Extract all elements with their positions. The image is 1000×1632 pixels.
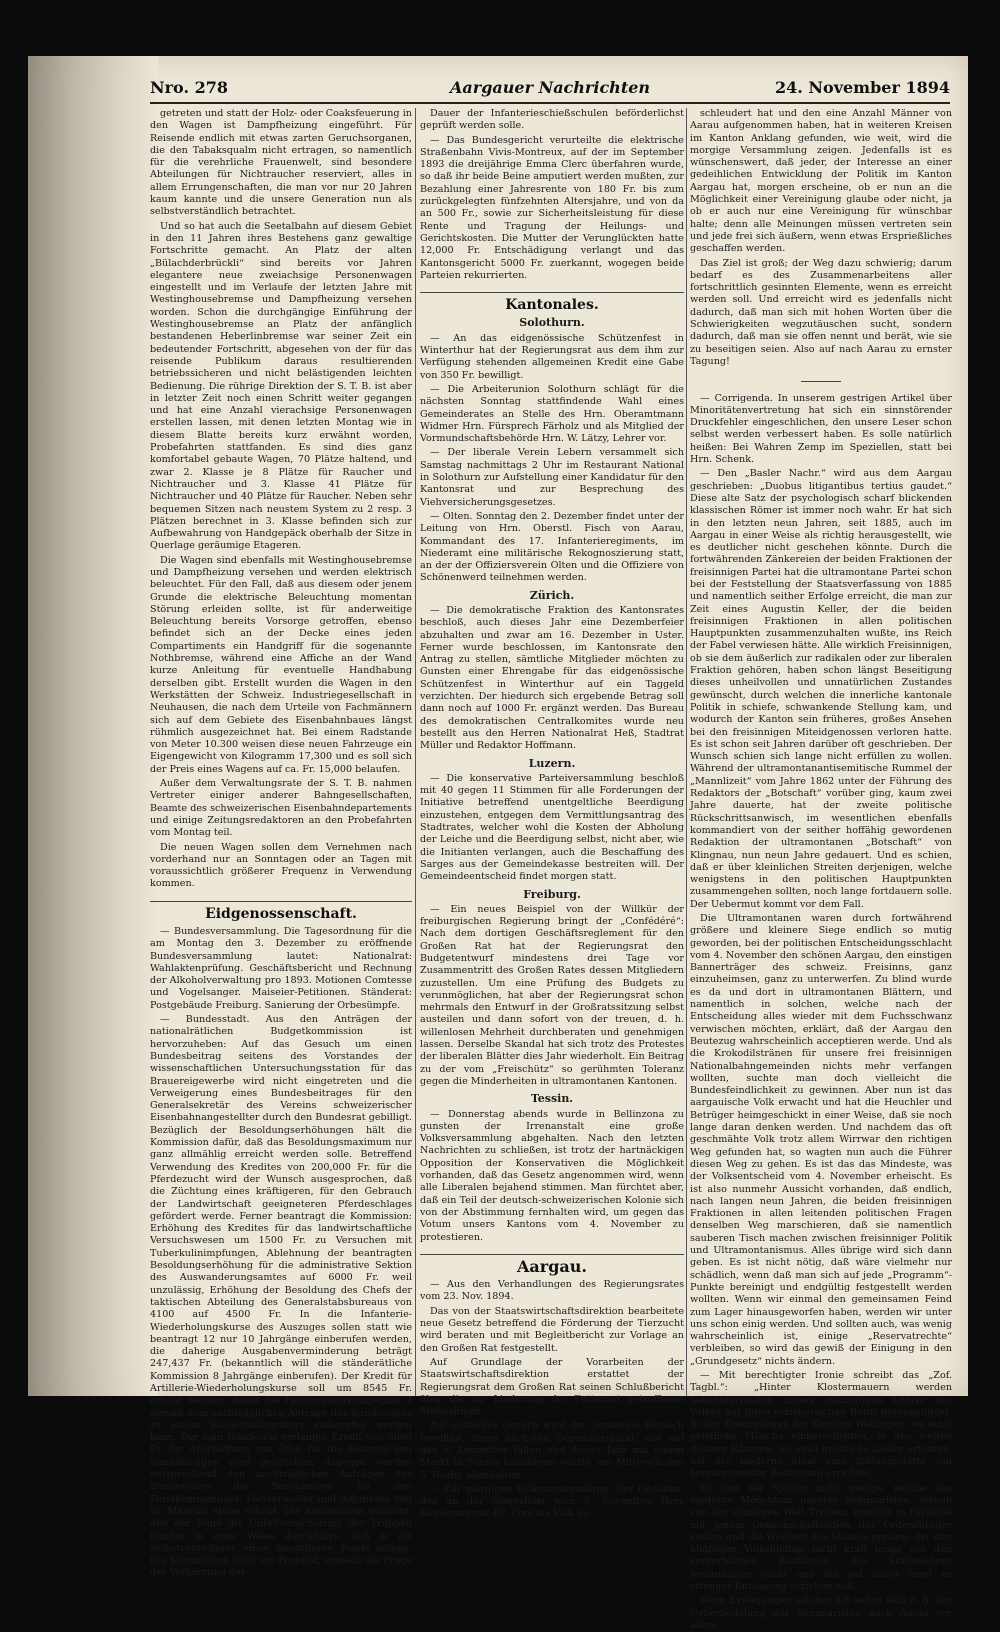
paragraph: — Mit berechtigter Ironie schreibt das „Zof. Tagbl.“: „Hinter Klostermauern werden bekanntermaßen unsere zukünftigen Lehrer des Volkes auf ihren erzieherischen Beruf herangebildet. In den Kreuzgängen des Klosters Wettingen, wo einst geistliche Mönche einherschritten, in den weiten düstern Räumen, wo einst geistliche Lieder ertönten, hat der moderne Staat eine Bildungsstätte von hervorragender Bedeutung errichtet. (690, 1369, 952, 1480)
column-2 (420, 108, 684, 1520)
paragraph: — Donnerstag abends wurde in Bellinzona zu gunsten der Irrenanstalt eine große Volksversammlung abgehalten. Nach den letzten Nachrichten zu schließen, ist trotz der hartnäckigen Opposition der Konservativen die Möglichkeit vorhanden, daß das Gesetz angenommen wird, wenn alle Liberalen bejahend stimmen. Man fürchtet aber, daß ein Teil der deutsch-schweizerischen Kolonie sich von der Abstimmung fernhalten wird, um gegen das Votum unsers Kantons vom 4. November zu protestieren. (420, 1108, 684, 1243)
issue-number: Nro. 278 (150, 78, 228, 97)
column-rule (686, 108, 687, 1396)
column-rule (415, 108, 416, 1396)
paragraph: Denn Erwägungen solcher Art sollen sich z. B. der Ueberfiedelung der Seminaristen nach Aarau vor allem (690, 1595, 952, 1631)
paragraph: Dauer der Infanterieschießschulen beförderlichst geprüft werden solle. (420, 108, 684, 132)
paragraph: Auf gestelltes Gesuch wird der Gemeinde Reinach bewilligt, ihren nächsten Dezembermarkt, der auf den 6. Dezember fallen und dieses Jahr mit einem Markt in Surses kollidieren würde, am Mittwoch den 5. Dezbr. abzuhalten. (420, 1420, 684, 1481)
paragraph: Die neuen Wagen sollen dem Vernehmen nach vorderhand nur an Sonntagen oder an Tagen mit voraussichtlich größerer Frequenz in Verwendung kommen. (150, 841, 412, 890)
paragraph: Und so hat auch die Seetalbahn auf diesem Gebiet in den 11 Jahren ihres Bestehens ganz gewaltige Fortschritte gemacht. An Platz der alten „Bülachderbrückli“ sind bereits vor Jahren elegantere neue zweiachsige Personenwagen eingestellt und im Verlaufe der letzten Jahre mit Westinghousebremse und Dampfheizung versehen worden. Schon die durchgängige Einführung der Westinghousebremse an Platz der anfänglich bestandenen Heberlinbremse war seiner Zeit ein bedeutender Fortschritt, abgesehen von der für das reisende Publikum daraus resultierenden betriebssicheren und nicht belästigenden leichten Bedienung. Die rührige Direktion der S. T. B. ist aber in letzter Zeit noch einen Schritt weiter gegangen und hat eine Anzahl vierachsige Personenwagen erstellen lassen, mit denen letzten Montag wie in diesem Blatte bereits kurz erwähnt worden, Probefahrten stattfanden. Es sind dies ganz komfortabel gebaute Wagen, 70 Plätze haltend, und zwar 2. Klasse je 8 Plätze für Raucher und Nichtraucher und 3. Klasse 41 Plätze für Nichtraucher und 40 Plätze für Raucher. Neben sehr bequemen Sitzen nach neustem System zu 2 resp. 3 Plätzen berechnet in 3. Klasse befinden sich zur Aufbewahrung von Handgepäck oberhalb der Sitze in Querlage geräumige Etageren. (150, 220, 412, 552)
section-heading: Aargau. (420, 1254, 684, 1273)
issue-date: 24. November 1894 (774, 78, 950, 97)
paragraph: — Die konservative Parteiversammlung beschloß mit 40 gegen 11 Stimmen für alle Forderungen der Initiative betreffend unentgeltliche Beerdigung einzustehen, entgegen dem Vermittlungsantrag des Stadtrates, welcher wohl die Kosten der Abholung der Leiche und die Beerdigung selbst, nicht aber, wie die Initianten verlangen, auch die Beschaffung des Sarges aus der Gemeindekasse bestreiten will. Der Gemeindeentscheid findet morgen statt. (420, 772, 684, 883)
masthead: Aargauer Nachrichten (449, 78, 651, 97)
paragraph: — Aus den Verhandlungen des Regierungsrates vom 23. Nov. 1894. (420, 1279, 684, 1303)
paragraph: — Bundesversammlung. Die Tagesordnung für die am Montag den 3. Dezember zu eröffnende Bundesversammlung lautet: Nationalrat: Wahlaktenprüfung. Geschäftsbericht und Rechnung der Alkoholverwaltung pro 1893. Motionen Comtesse und Vogelsanger. Maiseier-Petitionen. Ständerat: Postgebäude Freiburg. Sanierung der Orbesümpfe. (150, 926, 412, 1011)
paragraph: — Olten. Sonntag den 2. Dezember findet unter der Leitung von Hrn. Oberstl. Fisch von Aarau, Kommandant des 17. Infanterieregiments, im Niederamt eine militärische Rekognoszierung statt, an der der Offiziersverein Olten und die Offiziere von Schönenwerd teilnehmen werden. (420, 510, 684, 584)
column-3 (690, 108, 953, 1631)
paragraph: — Zur morgigen Volksversammlung. Der Gedanke, den an der Siegesfeier vom 5. November Herr Regierungsrat Dr. Frey ins Volk ge- (420, 1483, 684, 1520)
paragraph: Auf Grundlage der Vorarbeiten der Staatswirtschaftsdirektion erstattet der Regierungsrat dem Großen Rat seinen Schlußbericht über die zur Linderung der Futternot getroffenen Maßnahmen. (420, 1356, 684, 1418)
subheading: Zürich. (529, 588, 575, 602)
paragraph: — Den „Basler Nachr.“ wird aus dem Aargau geschrieben: „Duobus litigantibus tertius gaudet.“ Diese alte Satz der psychologisch scharf blickenden klassischen Römer ist immer noch wahr. Er hat sich in den letzten neun Jahren, seit 1885, auch im Aargau in einer Weise als richtig herausgestellt, wie es deutlicher nicht geschehen könnte. Durch die fortwährenden Zänkereien der beiden Fraktionen der freisinnigen Partei hat die ultramontane Partei schon bei der Feststellung der Staatsverfassung von 1885 und namentlich seither Erfolge erreicht, die man zur Zeit eines Augustin Keller, der die beiden freisinnigen Fraktionen in allen politischen Hauptpunkten zusammenzuhalten wußte, ins Reich der Fabel verwiesen hätte. Alle wirklich Freisinnigen, ob sie dem äußerlich zur radikalen oder zur liberalen Fraktion gehören, haben schon längst Beseitigung dieses unheilvollen und unnatürlichen Zustandes gewünscht, durch welchen die innerliche kantonale Politik in schiefe, schwankende Stellung kam, und wodurch der Kanton sein früheres, großes Ansehen bei den freisinnigen Miteidgenossen verloren hatte. Es ist schon seit Jahren darüber oft geschrieben. Der Wunsch schien sich lange nicht erfüllen zu wollen. Während der ultramontanantisemitische Rummel der „Mannlizeit“ vom Jahre 1862 unter der Führung des Redaktors der „Botschaft“ vorüber ging, kaum zwei Jahre dauerte, hat der zweite politische Rückschrittsanwisch, im wesentlichen ebenfalls kommandiert von der seither hoffähig gewordenen Redaktion der ultramontanen „Botschaft“ von Klingnau, nun neun Jahre gedauert. Und es schien, daß er über kleinlichen Streiten derjenigen, welche wenigstens in den politischen Hauptpunkten zusammengehen sollten, noch lange fortdauern solle. Der Uebermut kommt vor dem Fall. (690, 468, 953, 910)
paragraph: — Bundesstadt. Aus den Anträgen der nationalrätlichen Budgetkommission ist hervorzuheben: Auf das Gesuch um einen Bundesbeitrag seitens des Vorstandes der wissenschaftlichen Untersuchungsstation für das Brauereigewerbe wird nicht eingetreten und die Verweigerung eines Bundesbeitrages für den Generalsekretär des Vereins schweizerischer Eisenbahnangestellter durch den Bundesrat gebilligt. Bezüglich der Besoldungserhöhungen hält die Kommission dafür, daß das Besoldungsmaximum nur ganz allmählig erreicht werden solle. Betreffend Verwendung des Kredites von 200,000 Fr. für die Pferdezucht wird der Wunsch ausgesprochen, daß die Züchtung eines kräftigeren, für den Gebrauch der Landwirtschaft geeigneteren Pferdeschlages gefördert werde. Ferner beantragt die Kommission: Erhöhung des Kredites für das landwirtschaftliche Versuchswesen um 1500 Fr. zu Versuchen mit Tuberkulinimpfungen, Ablehnung der beantragten Besoldungserhöhung für die administrative Sektion des Auswanderungsamtes auf 6000 Fr. weil unzulässig, Erhöhung der Besoldung des Chefs der taktischen Abteilung des Generalstabsbureaus von 4100 auf 4500 Fr. In die Infanterie-Wiederholungskurse des Auszuges sollen statt wie beantragt 12 nur 10 Jahrgänge einberufen werden, die daherige Ausgabenverminderung beträgt 247,437 Fr. (bekanntlich will die ständerätliche Kommission 8 Jahrgänge einberufen). Der Kredit für Artillerie-Wiederholungskurse soll um 8545 Fr. erhöht werden, damit die Feuerwerkerkompagnie 2 gemäß dem nachträglichen Antrage des Bundesrates zu einem Wiederholungskurs einberufen werden kann. Der vom Bundesrat verlangte Kredit von 3000 Fr. für Anschaffung von Öfen für die Heizung von Sanitätszügen wird gestrichen; dagegen werden entsprechend den nachträglichen Anträgen des Bundesrates die Besoldungen für den Forstkommandant, Fortverwalter und Adjunkten von St. Maurice etwas erhöht. Die Kommission wünscht, daß der Bund die Unfallversicherung der Truppen künftig in einer Weise durchführe, daß er als Selbstversicherer einen besonderen Fonds anlege. Die Kommission stellt ein Postulat, wonach die Frage der Verkürzung der (150, 1014, 412, 1579)
paragraph: schleudert hat und den eine Anzahl Männer von Aarau aufgenommen haben, hat in weiteren Kreisen im Kanton Anklang gefunden, wie weit, wird die morgige Versammlung zeigen. Jedenfalls ist es wünschenswert, daß jeder, der Interesse an einer gedeihlichen Entwicklung der Politik im Kanton Aargau hat, morgen erscheine, ob er nun an die Möglichkeit einer Vereinigung glaube oder nicht, ja ob er auch nur eine Vereinigung für wünschbar halte; denn alle Meinungen müssen vertreten sein und jede frei sich äußern, wenn etwas Ersprießliches geschaffen werden. (690, 108, 952, 255)
paragraph: — Ein neues Beispiel von der Willkür der freiburgischen Regierung bringt der „Confédéré“: Nach dem dortigen Geschäftsreglement für den Großen Rat hat der Regierungsrat den Budgetentwurf mindestens drei Tage vor Zusammentritt des Großen Rates dessen Mitgliedern zuzustellen. Um eine Prüfung des Budgets zu verunmöglichen, hat aber der Regierungsrat schon mehrmals den Entwurf in der Großratssitzung selbst austeilen und dann sofort von der treuen, d. h. willenlosen Mehrheit durchberaten und genehmigen lassen. Derselbe Skandal hat sich trotz des Protestes der liberalen Blätter dies Jahr wiederholt. Ein Beitrag zu der vom „Freischütz“ so gerühmten Toleranz gegen die Minderheiten in ultramontanen Kantonen. (420, 903, 684, 1087)
paragraph: — Der liberale Verein Lebern versammelt sich Samstag nachmittags 2 Uhr im Restaurant National in Solothurn zur Aufstellung einer Kandidatur für den Kantonsrat und zur Besprechung des Viehversicherungsgesetzes. (420, 447, 684, 508)
separator (690, 374, 952, 386)
paragraph: Die Ultramontanen waren durch fortwährend größere und kleinere Siege endlich so mutig geworden, bei der politischen Entscheidungsschlacht vom 4. November den schönen Aargau, den einstigen Bannerträger des schweiz. Freisinns, ganz einzuheimsen, ganz zu unterwerfen. Zu blind wurde es da und dort in ultramontanen Blättern, und namentlich in solchen, welche nach der Entscheidung alles wieder mit dem Fuchsschwanz verwischen möchten, erklärt, daß der Aargau den Beutezug wahrscheinlich acceptieren werde. Und als die Krokodilstränen für unsere frei freisinnigen Nationalbahngemeinden nichts mehr verfangen wollten, suchte man doch vielleicht die Bundesfeindlichkeit zu gewinnen. Aber nun ist das aargauische Volk erwacht und hat die Heuchler und Betrüger heimgeschickt in einer Weise, daß sie noch lange daran denken werden. Und nachdem das oft geschmähte Volk trotz allem Wirrwar den richtigen Weg gefunden hat, so wagten nun auch die Führer diesen Weg zu gehen. Es ist das das Mindeste, was der Volksentscheid vom 4. November erheischt. Es ist also nunmehr Aussicht vorhanden, daß endlich, nach langen neun Jahren, die beiden freisinnigen Fraktionen in allen leitenden politischen Fragen denselben Weg marschieren, daß sie namentlich sauberen Tisch machen zwischen freisinniger Politik und Ultramontanismus. Alles übrige wird sich dann geben. Es ist nicht nötig, daß wäre vielmehr nur schädlich, wenn daß man sich auf jede „Programm“-Punkte bereinigt und endgültig festgestellt werden wollten. Wenn wir einmal den gemeinsamen Feind zum Lager hinausgeworfen haben, werden wir unter uns schon einig werden. Und sollten auch, was wenig wahrscheinlich ist, einige „Reservatrechte“ verbleiben, so wird das gewiß der Einigung in den „Grundgesetz“ nichts ändern. (690, 913, 952, 1367)
subheading: Tessin. (530, 1092, 574, 1106)
paragraph: getreten und statt der Holz- oder Coaksfeuerung in den Wagen ist Dampfheizung eingeführt. Für Reisende endlich mit etwas zarten Geruchsorganen, die den Tabaksqualm nicht ertragen, so namentlich für die verehrliche Frauenwelt, sind besondere Abteilungen für Nichtraucher reserviert, alles in allem Errungenschaften, die man vor nur 20 Jahren kaum kannte und die unsere Generation nun als selbstverständlich betrachtet. (150, 108, 412, 218)
section-heading: Eidgenossenschaft. (150, 901, 412, 920)
paragraph: Außer dem Verwaltungsrate der S. T. B. nahmen Vertreter einiger anderer Bahngesellschaften, Beamte des schweizerischen Eisenbahndepartements und einige Zeitungsredaktoren an den Probefahrten vom Montag teil. (150, 778, 412, 839)
book-spine-shadow (28, 56, 158, 1396)
paragraph: Die Wagen sind ebenfalls mit Westinghousebremse und Dampfheizung versehen und werden elektrisch beleuchtet. Für den Fall, daß aus diesem oder jenem Grunde die elektrische Beleuchtung momentan Störung erleiden sollte, ist für anderweitige Beleuchtung bereits Vorsorge getroffen, ebenso befindet sich an der Decke eines jeden Compartiments ein Handgriff für die sogenannte Nothbremse, während eine Affiche an der Wand kurze Anleitung für eventuelle Handhabung derselben gibt. Erstellt wurden die Wagen in den Werkstätten der Schweiz. Industriegesellschaft in Neuhausen, die nach dem Urteile von Fachmännern sich auf dem Gebiete des Eisenbahnbaues längst rühmlich ausgezeichnet hat. Bei einem Radstande von Meter 10.300 weisen diese neuen Fahrzeuge ein Eigengewicht von Kilogramm 17,300 und es soll sich der Preis eines Wagens auf ca. Fr. 15,000 belaufen. (150, 554, 412, 775)
paragraph: Es sind der Spötter nicht wenige, welche das moderne Mönchtum unserer Seminaristen, fernab von der ständigen Welt Treiben, ironisch in Parallele mit jenem Gemeinschaftsleben der Ordensbrüder stellen und die Weisheit des Staates preisen, der den künftigen Volksbildner nicht kraft lange von den verderblichen Einflüssen des Städtelebens fernzuhalten sucht und ihn auf stiller Insel zu strenger Entsagung erziehen will. (690, 1482, 952, 1593)
paragraph: — An das eidgenössische Schützenfest in Winterthur hat der Regierungsrat aus dem ihm zur Verfügung stehenden allgemeinen Kredit eine Gabe von 350 Fr. bewilligt. (420, 332, 684, 381)
paragraph: — Die demokratische Fraktion des Kantonsrates beschloß, auch dieses Jahr eine Dezemberfeier abzuhalten und zwar am 16. Dezember in Uster. Ferner wurde beschlossen, im Kantonsrate den Antrag zu stellen, sämtliche Mitglieder möchten zu Gunsten einer Ehrengabe für das eidgenössische Schützenfest in Winterthur auf ein Taggeld verzichten. Der hiedurch sich ergebende Betrag soll dann noch auf 1000 Fr. ergänzt werden. Das Bureau des demokratischen Centralkomites wurde neu bestellt aus den Herren Nationalrat Heß, Stadtrat Müller und Redaktor Hoffmann. (420, 604, 684, 752)
page-header (150, 76, 950, 104)
paragraph: — Die Arbeiterunion Solothurn schlägt für die nächsten Sonntag stattfindende Wahl eines Gemeinderates an Stelle des Hrn. Oberamtmann Widmer Hrn. Fürsprech Färholz und als Mitglied der Vormundschaftsbehörde Hrn. W. Lätzy, Lehrer vor. (420, 383, 684, 445)
paragraph: Das Ziel ist groß; der Weg dazu schwierig; darum bedarf es des Zusammenarbeitens aller fortschrittlich gesinnten Elemente, wenn es erreicht werden soll. Und erreicht wird es jedenfalls nicht dadurch, daß man sich mit hohen Worten über die Schwierigkeiten wegzutäuschen sucht, sondern dadurch, daß man sie offen nennt und berät, wie sie zu beseitigen seien. Also auf nach Aarau zu ernster Tagung! (690, 257, 952, 367)
column-1 (150, 108, 412, 1579)
paragraph: Das von der Staatswirtschaftsdirektion bearbeitete neue Gesetz betreffend die Förderung der Tierzucht wird beraten und mit Begleitbericht zur Vorlage an den Großen Rat festgestellt. (420, 1305, 684, 1354)
section-heading: Kantonales. (420, 292, 684, 311)
paragraph: — Corrigenda. In unserem gestrigen Artikel über Minoritätenvertretung hat sich ein sinnstörender Druckfehler eingeschlichen, den unsere Leser schon selbst werden verbessert haben. Es solle natürlich heißen: Bei Wahren Zemp im Speziellen, statt bei Hrn. Schenk. (690, 392, 952, 466)
subheading: Solothurn. (519, 316, 585, 330)
paragraph: — Das Bundesgericht verurteilte die elektrische Straßenbahn Vivis-Montreux, auf der im September 1893 die dreijährige Emma Clerc überfahren wurde, so daß ihr beide Beine amputiert werden mußten, zur Bezahlung einer Jahresrente von 180 Fr. bis zum zurückgelegten fünfzehnten Altersjahre, und von da an 500 Fr., sowie zur Sicherheitsleistung für diese Rente und Tragung der Heilungs- und Gerichtskosten. Die Mutter der Verunglückten hatte 12,000 Fr. Entschädigung verlangt und das Kantonsgericht 5000 Fr. zuerkannt, wogegen beide Parteien rekurrierten. (420, 134, 684, 281)
subheading: Luzern. (528, 756, 576, 770)
subheading: Freiburg. (523, 887, 581, 901)
